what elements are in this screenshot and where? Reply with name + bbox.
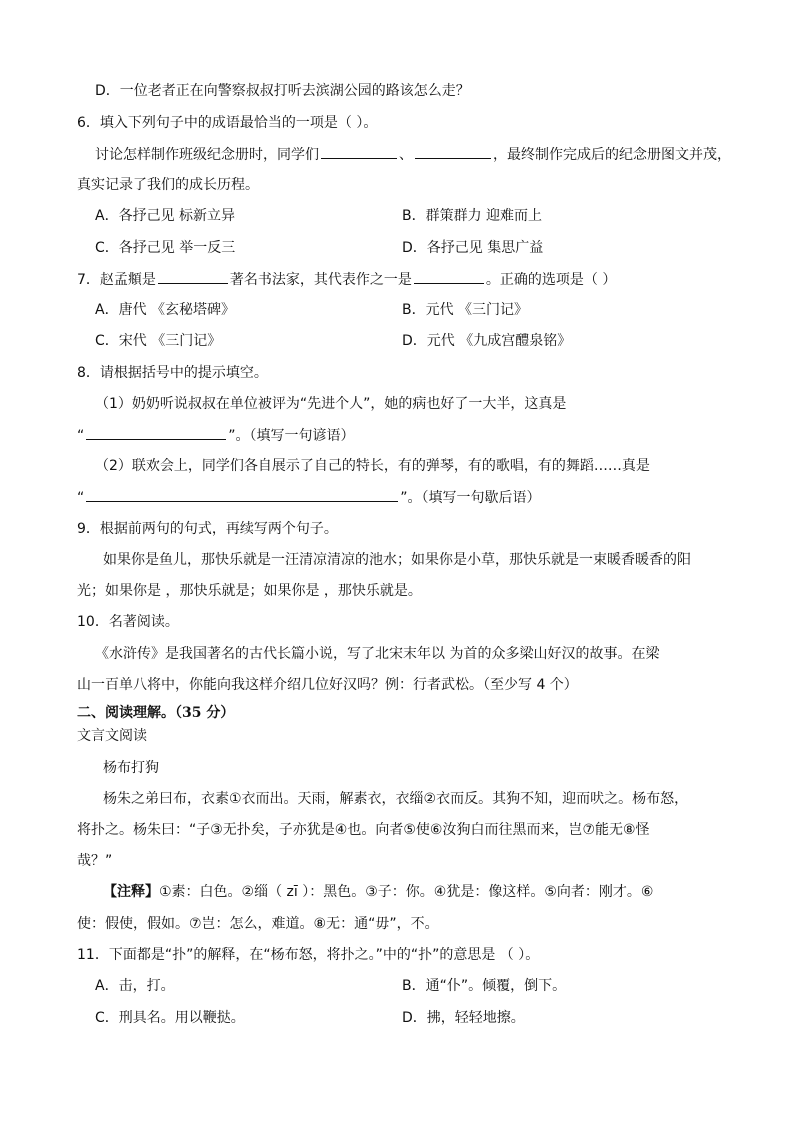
q7-option-d: D．元代 《九成宫醴泉铭》 bbox=[402, 333, 572, 349]
q8-part2-answer: “ ”。（填写一句歇后语） bbox=[77, 487, 541, 508]
q10-stem: 10．名著阅读。 bbox=[77, 614, 179, 630]
q11-option-c: C．刑具名。用以鞭挞。 bbox=[95, 1010, 245, 1026]
q6-option-b: B．群策群力 迎难而上 bbox=[402, 208, 543, 224]
q6-stem: 6．填入下列句子中的成语最恰当的一项是（ ）。 bbox=[77, 115, 378, 131]
q11-option-d: D．拂，轻轻地擦。 bbox=[402, 1010, 525, 1026]
q11-option-b: B．通“仆”。倾覆，倒下。 bbox=[402, 978, 567, 994]
q11-option-a: A．击，打。 bbox=[95, 978, 175, 994]
q7-option-a: A．唐代 《玄秘塔碑》 bbox=[95, 302, 236, 318]
notes-label: 【注释】 bbox=[103, 884, 159, 900]
answer-blank[interactable] bbox=[415, 144, 491, 159]
q8-part1-text: （1）奶奶听说叔叔在单位被评为“先进个人”，她的病也好了一大半，这真是 bbox=[95, 396, 567, 412]
q7-option-b: B．元代 《三门记》 bbox=[402, 302, 529, 318]
answer-blank[interactable] bbox=[321, 144, 397, 159]
q10-line1: 《水浒传》是我国著名的古代长篇小说，写了北宋末年以 为首的众多梁山好汉的故事。在梁 bbox=[95, 646, 660, 662]
q8-part1-answer: “ ”。（填写一句谚语） bbox=[77, 425, 355, 446]
q6-option-c: C．各抒己见 举一反三 bbox=[95, 240, 236, 256]
q9-line1: 如果你是鱼儿，那快乐就是一汪清凉清凉的池水；如果你是小草，那快乐就是一束暖香暖香的阳 bbox=[103, 552, 691, 568]
q11-stem: 11．下面都是“扑”的解释，在“杨布怒，将扑之。”中的“扑”的意思是 （ ）。 bbox=[77, 947, 540, 963]
passage-line1: 杨朱之弟曰布，衣素①衣而出。天雨，解素衣，衣缁②衣而反。其狗不知，迎而吠之。杨布怒， bbox=[103, 791, 689, 807]
section-heading: 二、阅读理解。（35 分） bbox=[77, 705, 235, 721]
q6-passage-line1: 讨论怎样制作班级纪念册时，同学们 、 ，最终制作完成后的纪念册图文并茂， bbox=[95, 144, 731, 165]
q9-line2: 光；如果你是 ，那快乐就是；如果你是 ，那快乐就是。 bbox=[77, 583, 422, 599]
answer-blank[interactable] bbox=[86, 487, 398, 502]
q9-stem: 9．根据前两句的句式，再续写两个句子。 bbox=[77, 521, 338, 537]
passage-line2: 将扑之。杨朱曰：“子③无扑矣，子亦犹是④也。向者⑤使⑥汝狗白而往黑而来，岂⑦能无⑧怪 bbox=[77, 822, 650, 838]
q8-part2-text: （2）联欢会上，同学们各自展示了自己的特长，有的弹琴，有的歌唱，有的舞蹈……真是 bbox=[95, 458, 650, 474]
q6-option-a: A．各抒己见 标新立异 bbox=[95, 208, 236, 224]
q7-stem: 7．赵孟頫是 著名书法家，其代表作之一是 。正确的选项是（ ） bbox=[77, 269, 616, 290]
answer-blank[interactable] bbox=[158, 269, 228, 284]
q6-passage-line2: 真实记录了我们的成长历程。 bbox=[77, 177, 259, 193]
section-subheading: 文言文阅读 bbox=[77, 728, 147, 744]
answer-blank[interactable] bbox=[86, 425, 226, 440]
passage-title: 杨布打狗 bbox=[103, 760, 159, 776]
q8-stem: 8．请根据括号中的提示填空。 bbox=[77, 365, 268, 381]
answer-blank[interactable] bbox=[414, 269, 484, 284]
passage-line3: 哉？” bbox=[77, 853, 113, 869]
notes-line2: 使：假使，假如。⑦岂：怎么，难道。⑧无：通“毋”，不。 bbox=[77, 916, 439, 932]
notes-line1: 【注释】①素：白色。②缁（ zī ）：黑色。③子：你。④犹是：像这样。⑤向者：刚才。⑥ bbox=[103, 884, 654, 900]
q7-option-c: C．宋代 《三门记》 bbox=[95, 333, 222, 349]
q5-option-d: D．一位老者正在向警察叔叔打听去滨湖公园的路该怎么走？ bbox=[95, 83, 470, 99]
q6-option-d: D．各抒己见 集思广益 bbox=[402, 240, 544, 256]
q10-line2: 山一百单八将中，你能向我这样介绍几位好汉吗？例：行者武松。（至少写 4 个） bbox=[77, 677, 578, 693]
